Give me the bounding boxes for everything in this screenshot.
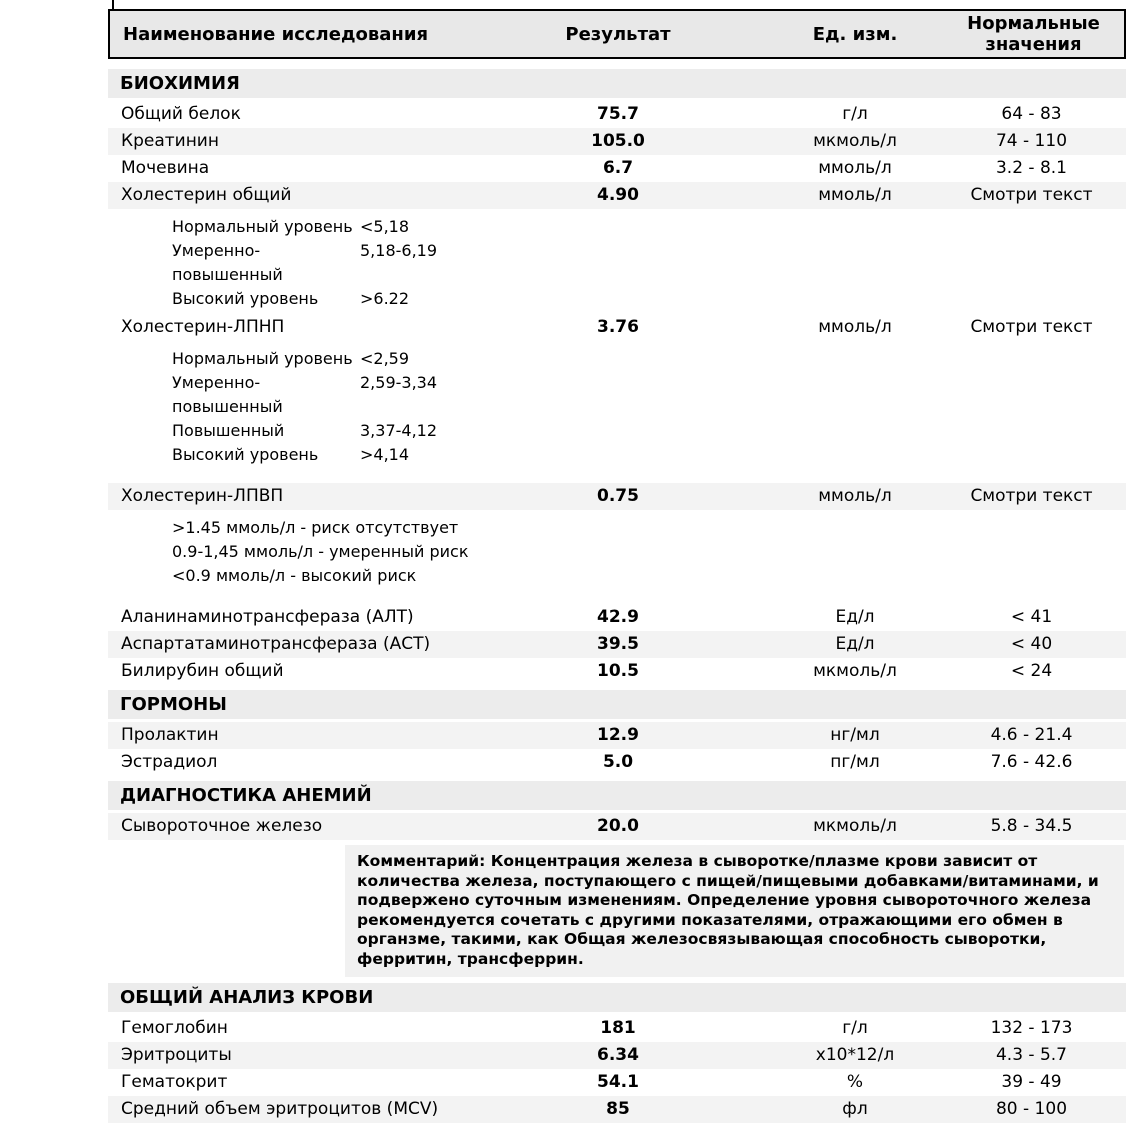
table-row: [108, 155, 1126, 182]
table-row: [108, 483, 1126, 510]
test-name-cell: Мочевина: [121, 158, 210, 178]
unit-cell: г/л: [842, 104, 868, 124]
reference-note-label: Нормальный уровень: [172, 217, 353, 236]
unit-cell: Ед/л: [835, 634, 875, 654]
reference-note: [108, 510, 1126, 591]
test-name-cell: Средний объем эритроцитов (MCV): [121, 1099, 439, 1119]
unit-cell: %: [846, 1072, 864, 1092]
unit-cell: х10*12/л: [815, 1045, 895, 1065]
table-row: [108, 749, 1126, 776]
normal-values-cell: 74 - 110: [995, 131, 1068, 151]
table-row: [108, 182, 1126, 209]
normal-values-cell: 132 - 173: [990, 1018, 1073, 1038]
column-header-result: Результат: [565, 23, 671, 45]
reference-note-value: 5,18-6,19: [360, 241, 438, 260]
reference-note-value: 3,37-4,12: [360, 421, 438, 440]
test-name-cell: Эстрадиол: [121, 752, 218, 772]
comment-block: Комментарий: Концентрация железа в сыворотке/плазме крови зависит от количества железа, поступающего с пищей/пищевыми добавками/витаминами, и подвержено суточным изменениям. Определение уровня сывороточного железа рекомендуется сочетать с другими показателями, отражающими его обмен в органзме, такими, как Общая железосвязывающая способность сыворотки, ферритин, трансферрин.: [345, 845, 1124, 977]
table-row: [108, 658, 1126, 685]
test-name-cell: Холестерин-ЛПВП: [121, 486, 284, 506]
normal-values-cell: Смотри текст: [970, 317, 1093, 337]
result-cell: 54.1: [597, 1072, 639, 1092]
unit-cell: ммоль/л: [818, 158, 892, 178]
unit-cell: пг/мл: [830, 752, 880, 772]
reference-note: [108, 341, 1126, 470]
test-name-cell: Общий белок: [121, 104, 241, 124]
result-cell: 20.0: [597, 816, 639, 836]
reference-note-value: >6.22: [360, 289, 410, 308]
reference-note-value: >4,14: [360, 445, 410, 464]
normal-values-cell: 4.6 - 21.4: [990, 725, 1073, 745]
report-content: [108, 0, 1126, 1123]
unit-cell: г/л: [842, 1018, 868, 1038]
unit-cell: фл: [842, 1099, 868, 1119]
reference-note: [108, 209, 1126, 314]
result-cell: 10.5: [597, 661, 639, 681]
reference-note-label: Высокий уровень: [172, 289, 319, 308]
table-row: [108, 631, 1126, 658]
test-name-cell: Эритроциты: [121, 1045, 232, 1065]
section-header-1: ГОРМОНЫ: [108, 690, 1126, 719]
unit-cell: нг/мл: [830, 725, 880, 745]
table-row: [108, 813, 1126, 840]
reference-note-line: 0.9-1,45 ммоль/л - умеренный риск: [172, 542, 469, 561]
table-row: [108, 722, 1126, 749]
result-cell: 105.0: [591, 131, 645, 151]
table-header-row: [108, 9, 1126, 59]
test-name-cell: Пролактин: [121, 725, 219, 745]
column-header-normal-values: Нормальные значения: [967, 13, 1100, 55]
normal-values-cell: 64 - 83: [1001, 104, 1062, 124]
test-name-cell: Гемоглобин: [121, 1018, 228, 1038]
table-row: [108, 128, 1126, 155]
test-name-cell: Гематокрит: [121, 1072, 228, 1092]
result-cell: 4.90: [597, 185, 639, 205]
test-name-cell: Сывороточное железо: [121, 816, 323, 836]
reference-note-line: >1.45 ммоль/л - риск отсутствует: [172, 518, 459, 537]
table-row: [108, 1015, 1126, 1042]
table-row: [108, 101, 1126, 128]
column-divider-remnant: [112, 0, 114, 9]
unit-cell: ммоль/л: [818, 185, 892, 205]
unit-cell: ммоль/л: [818, 317, 892, 337]
test-name-cell: Холестерин-ЛПНП: [121, 317, 285, 337]
result-cell: 181: [600, 1018, 636, 1038]
reference-note-value: <5,18: [360, 217, 410, 236]
result-cell: 6.7: [602, 158, 634, 178]
reference-note-line: [172, 371, 1126, 419]
unit-cell: мкмоль/л: [813, 131, 897, 151]
section-header-2: ДИАГНОСТИКА АНЕМИЙ: [108, 781, 1126, 810]
test-name-cell: Аспартатаминотрансфераза (АСТ): [121, 634, 431, 654]
test-name-cell: Аланинаминотрансфераза (АЛТ): [121, 607, 414, 627]
normal-values-cell: < 40: [1010, 634, 1053, 654]
reference-note-label: Умеренно-повышенный: [172, 373, 283, 416]
reference-note-value: 2,59-3,34: [360, 373, 438, 392]
column-header-unit: Ед. изм.: [812, 23, 898, 45]
unit-cell: ммоль/л: [818, 486, 892, 506]
normal-values-cell: < 41: [1010, 607, 1053, 627]
reference-note-line: [172, 347, 1126, 371]
unit-cell: Ед/л: [835, 607, 875, 627]
normal-values-cell: 80 - 100: [995, 1099, 1068, 1119]
result-cell: 12.9: [597, 725, 639, 745]
table-row: [108, 1042, 1126, 1069]
normal-values-cell: 3.2 - 8.1: [995, 158, 1067, 178]
result-cell: 5.0: [602, 752, 634, 772]
test-name-cell: Креатинин: [121, 131, 219, 151]
table-row: [108, 1069, 1126, 1096]
comment-wrapper: [108, 845, 1126, 977]
result-cell: 39.5: [597, 634, 639, 654]
table-row: [108, 1096, 1126, 1123]
normal-values-cell: 7.6 - 42.6: [990, 752, 1073, 772]
test-name-cell: Билирубин общий: [121, 661, 284, 681]
reference-note-value: <2,59: [360, 349, 410, 368]
report-body: [108, 69, 1126, 1123]
section-header-3: ОБЩИЙ АНАЛИЗ КРОВИ: [108, 983, 1126, 1012]
reference-note-label: Умеренно-повышенный: [172, 241, 283, 284]
reference-note-line: <0.9 ммоль/л - высокий риск: [172, 566, 417, 585]
result-cell: 42.9: [597, 607, 639, 627]
unit-cell: мкмоль/л: [813, 661, 897, 681]
top-strip: [108, 0, 1126, 9]
section-header-0: БИОХИМИЯ: [108, 69, 1126, 98]
table-row: [108, 604, 1126, 631]
reference-note-label: Высокий уровень: [172, 445, 319, 464]
normal-values-cell: 4.3 - 5.7: [995, 1045, 1067, 1065]
reference-note-line: [172, 215, 1126, 239]
result-cell: 0.75: [597, 486, 639, 506]
reference-note-line: [172, 419, 1126, 443]
normal-values-cell: 5.8 - 34.5: [990, 816, 1073, 836]
test-name-cell: Холестерин общий: [121, 185, 292, 205]
reference-note-label: Повышенный: [172, 421, 285, 440]
result-cell: 75.7: [597, 104, 639, 124]
normal-values-cell: Смотри текст: [970, 185, 1093, 205]
table-row: [108, 314, 1126, 341]
reference-note-label: Нормальный уровень: [172, 349, 353, 368]
normal-values-cell: Смотри текст: [970, 486, 1093, 506]
reference-note-line: [172, 443, 1126, 467]
unit-cell: мкмоль/л: [813, 816, 897, 836]
column-header-test-name: Наименование исследования: [123, 23, 428, 45]
result-cell: 6.34: [597, 1045, 639, 1065]
result-cell: 85: [606, 1099, 630, 1119]
reference-note-line: [172, 239, 1126, 287]
normal-values-cell: < 24: [1010, 661, 1053, 681]
result-cell: 3.76: [597, 317, 639, 337]
reference-note-line: [172, 287, 1126, 311]
normal-values-cell: 39 - 49: [1001, 1072, 1062, 1092]
